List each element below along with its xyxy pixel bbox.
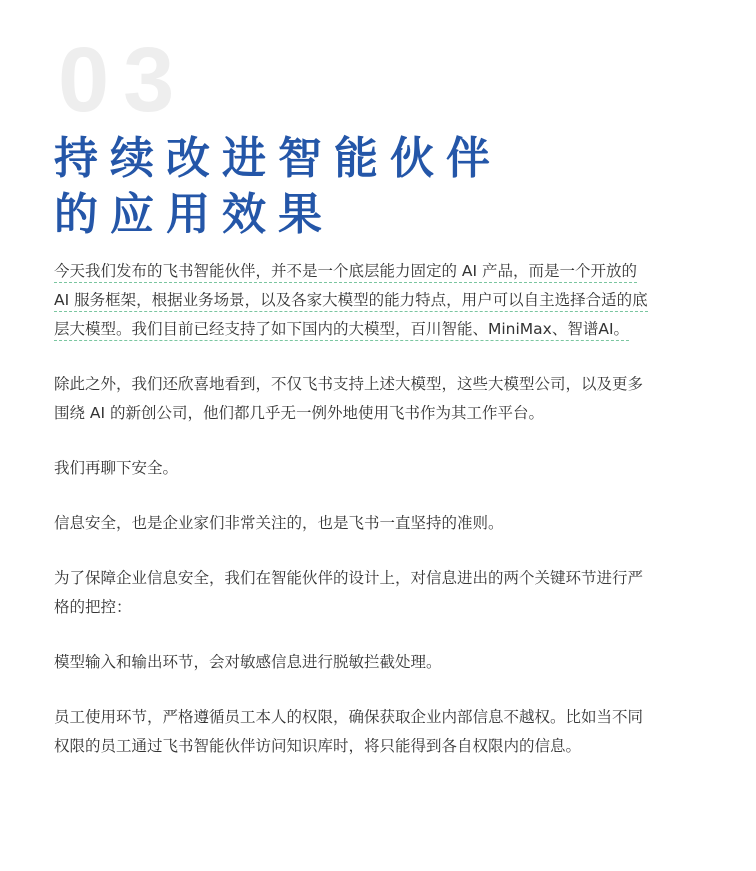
paragraph-line: 格的把控： <box>54 598 132 616</box>
paragraph-ecosystem <box>54 370 714 428</box>
paragraph-line: 除此之外，我们还欣喜地看到，不仅飞书支持上述大模型，这些大模型公司，以及更多 <box>54 375 644 393</box>
paragraph-line: 信息安全，也是企业家们非常关注的，也是飞书一直坚持的准则。 <box>54 514 504 532</box>
paragraph-security-intro <box>54 454 714 483</box>
paragraph-intro <box>54 257 714 344</box>
section-title-line-1: 持续改进智能伙伴 <box>54 133 502 185</box>
paragraph-security-design <box>54 564 714 622</box>
paragraph-line: 模型输入和输出环节，会对敏感信息进行脱敏拦截处理。 <box>54 653 442 671</box>
paragraph-line: 今天我们发布的飞书智能伙伴，并不是一个底层能力固定的 AI 产品，而是一个开放的 <box>54 257 714 286</box>
paragraph-security-principle <box>54 509 714 538</box>
paragraph-line: 权限的员工通过飞书智能伙伴访问知识库时，将只能得到各自权限内的信息。 <box>54 737 582 755</box>
section-title <box>54 131 502 243</box>
paragraph-line: 员工使用环节，严格遵循员工本人的权限，确保获取企业内部信息不越权。比如当不同 <box>54 708 644 726</box>
paragraph-employee-usage <box>54 703 714 761</box>
section-title-line-2: 的应用效果 <box>54 189 334 241</box>
paragraph-line: AI 服务框架，根据业务场景，以及各家大模型的能力特点，用户可以自主选择合适的底 <box>54 286 714 315</box>
article-body <box>54 257 714 787</box>
paragraph-line: 为了保障企业信息安全，我们在智能伙伴的设计上，对信息进出的两个关键环节进行严 <box>54 569 644 587</box>
paragraph-model-io <box>54 648 714 677</box>
paragraph-line: 围绕 AI 的新创公司，他们都几乎无一例外地使用飞书作为其工作平台。 <box>54 404 545 422</box>
section-number-watermark: 03 <box>58 29 189 131</box>
paragraph-line: 层大模型。我们目前已经支持了如下国内的大模型，百川智能、MiniMax、智谱AI。 <box>54 315 714 344</box>
paragraph-line: 我们再聊下安全。 <box>54 459 179 477</box>
